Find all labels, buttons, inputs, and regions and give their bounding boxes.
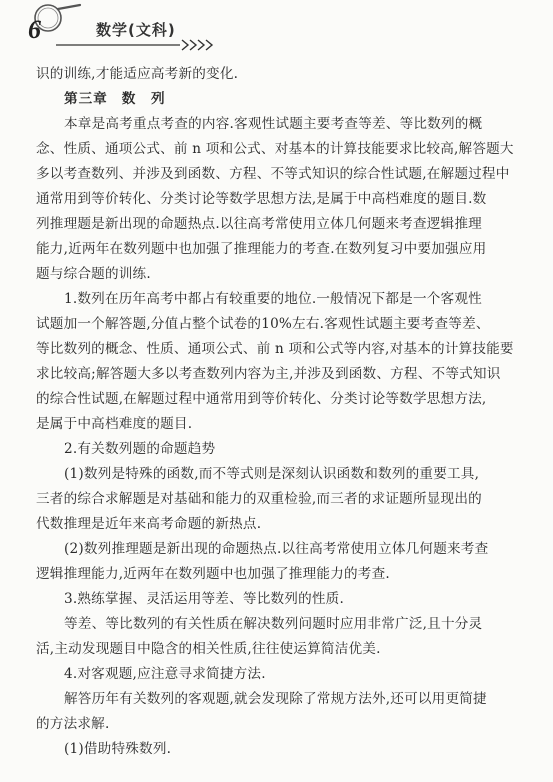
text-line: 题与综合题的训练. bbox=[36, 266, 151, 282]
chapter-heading bbox=[36, 87, 518, 112]
text-line: 1.数列在历年高考中都占有较重要的地位.一般情况下都是一个客观性 bbox=[64, 291, 482, 307]
text-line: 活,主动发现题目中隐含的相关性质,往往使运算简洁优美. bbox=[36, 641, 381, 657]
text-line: 识的训练,才能适应高考新的变化. bbox=[36, 66, 239, 82]
chapter-label: 第三章 bbox=[64, 91, 108, 107]
text-line: 等比数列的概念、性质、通项公式、前 n 项和公式等内容,对基本的计算技能要 bbox=[36, 341, 514, 357]
text-line: 4.对客观题,应注意寻求简捷方法. bbox=[64, 666, 266, 682]
text-line: 代数推理是近年来高考命题的新热点. bbox=[36, 516, 262, 532]
page-content bbox=[36, 62, 518, 762]
text-line: 试题加一个解答题,分值占整个试卷的10%左右.客观性试题主要考查等差、 bbox=[36, 316, 490, 332]
text-line: 三者的综合求解题是对基础和能力的双重检验,而三者的求证题所显现出的 bbox=[36, 491, 482, 507]
text-line: (1)借助特殊数列. bbox=[64, 741, 172, 757]
text-line: 的综合性试题,在解题过程中通常用到等价转化、分类讨论等数学思想方法, bbox=[36, 391, 487, 407]
text-line: (2)数列推理题是新出现的命题热点.以往高考常使用立体几何题来考查 bbox=[64, 541, 489, 557]
text-line: 通常用到等价转化、分类讨论等数学思想方法,是属于中高档难度的题目.数 bbox=[36, 191, 487, 207]
text-line: 等差、等比数列的有关性质在解决数列问题时应用非常广泛,且十分灵 bbox=[64, 616, 483, 632]
text-line: 多以考查数列、并涉及到函数、方程、不等式知识的综合性试题,在解题过程中 bbox=[36, 166, 510, 182]
page-header bbox=[0, 0, 553, 56]
text-line: (1)数列是特殊的函数,而不等式则是深刻认识函数和数列的重要工具, bbox=[64, 466, 480, 482]
page-number: 6 bbox=[28, 15, 41, 44]
subject-title: 数学(文科) bbox=[96, 21, 176, 39]
text-line: 是属于中高档难度的题目. bbox=[36, 416, 193, 432]
text-line: 3.熟练掌握、灵活运用等差、等比数列的性质. bbox=[64, 591, 344, 607]
text-line: 能力,近两年在数列题中也加强了推理能力的考查.在数列复习中要加强应用 bbox=[36, 241, 487, 257]
text-line: 求比较高;解答题大多以考查数列内容为主,并涉及到函数、方程、不等式知识 bbox=[36, 366, 501, 382]
text-line: 解答历年有关数列的客观题,就会发现除了常规方法外,还可以用更简捷 bbox=[64, 691, 487, 707]
text-line: 逻辑推理能力,近两年在数列题中也加强了推理能力的考查. bbox=[36, 566, 390, 582]
text-line: 本章是高考重点考查的内容.客观性试题主要考查等差、等比数列的概 bbox=[64, 116, 483, 132]
text-line: 念、性质、通项公式、前 n 项和公式、对基本的计算技能要求比较高,解答题大 bbox=[36, 141, 514, 157]
text-line: 2.有关数列题的命题趋势 bbox=[64, 441, 216, 457]
text-line: 的方法求解. bbox=[36, 716, 110, 732]
arrow-decoration bbox=[56, 38, 226, 52]
chapter-title: 数 列 bbox=[121, 91, 166, 107]
text-line: 列推理题是新出现的命题热点.以往高考常使用立体几何题来考查逻辑推理 bbox=[36, 216, 482, 232]
